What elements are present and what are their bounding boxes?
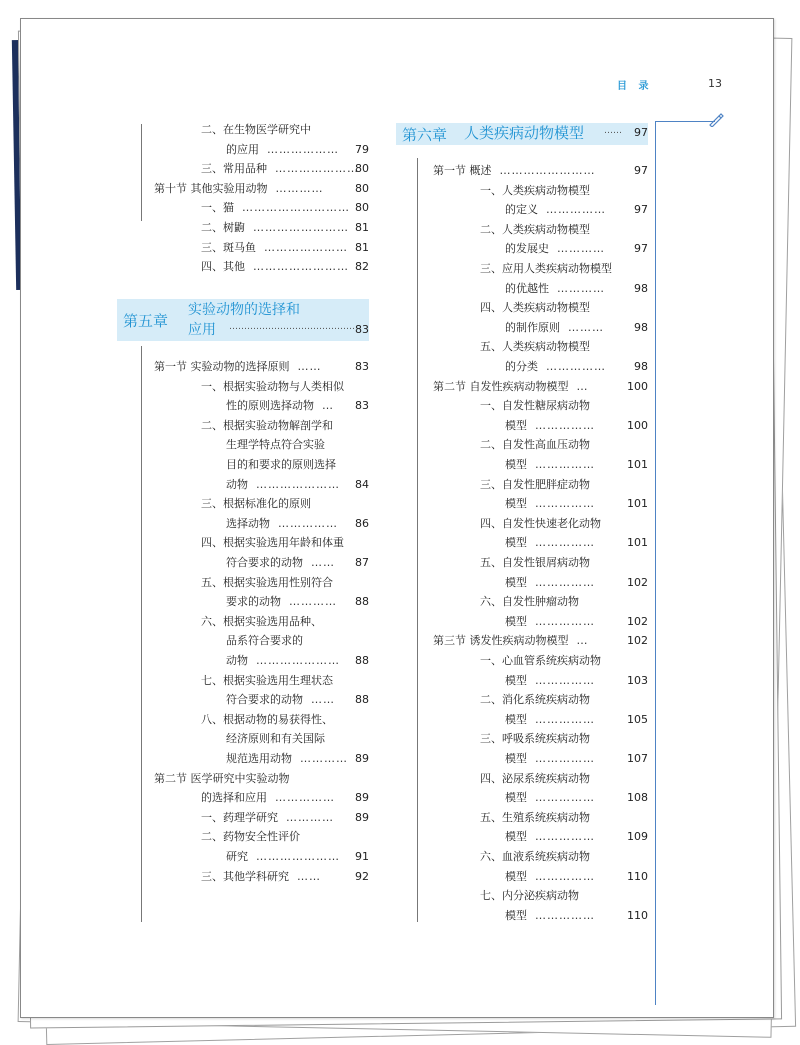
toc-entry-text: 五、根据实验选用性别符合: [201, 575, 333, 589]
toc-entry-text: 二、根据实验动物解剖学和: [201, 418, 333, 432]
leader-dots: ……: [311, 693, 335, 707]
toc-entry: [505, 788, 648, 807]
toc-entry-text: 二、自发性高血压动物: [480, 438, 590, 452]
leader-dots: ……………………: [499, 164, 596, 177]
toc-entry-page: 87: [355, 556, 369, 569]
toc-entry-text: 第二节 医学研究中实验动物: [154, 771, 290, 785]
toc-entry-text: 四、泌尿系统疾病动物: [480, 771, 590, 785]
toc-entry-text: 经济原则和有关国际: [226, 732, 325, 746]
toc-entry: [505, 494, 648, 513]
toc-entry-text: 模型: [505, 752, 527, 765]
toc-entry: [226, 455, 369, 474]
toc-entry-text: 一、人类疾病动物模型: [480, 183, 590, 197]
toc-entry-text: 二、药物安全性评价: [201, 830, 300, 844]
toc-entry: [480, 553, 648, 572]
leader-dots: …: [576, 379, 589, 393]
toc-entry-page: 80: [355, 201, 369, 215]
leader-dots: …………: [289, 595, 337, 609]
toc-entry-text: 五、生殖系统疾病动物: [480, 810, 590, 824]
pen-icon: [708, 113, 724, 127]
running-header-label: 目 录: [617, 81, 653, 92]
chapter-page: 97: [634, 126, 648, 139]
toc-entry-page: 110: [627, 908, 648, 922]
toc-entry: [480, 298, 648, 317]
toc-entry-page: 108: [627, 791, 648, 805]
leader-dots: ………………………: [242, 201, 350, 215]
toc-entry: [226, 396, 369, 415]
leader-dots: ……: [604, 126, 622, 136]
toc-entry-page: 97: [634, 164, 648, 177]
toc-entry-text: 模型: [505, 791, 527, 805]
page-sheet: [20, 18, 774, 1018]
toc-entry: [505, 416, 648, 435]
toc-entry-page: 92: [355, 869, 369, 883]
toc-entry-text: 第一节 概述: [433, 164, 492, 177]
toc-entry-text: 的优越性: [505, 281, 549, 295]
margin-rule-top: [655, 121, 715, 122]
leader-dots: ……………: [535, 458, 595, 471]
toc-entry-text: 二、消化系统疾病动物: [480, 693, 590, 707]
toc-entry-text: 模型: [505, 497, 527, 511]
toc-entry: [480, 259, 648, 278]
page-number: 13: [708, 77, 722, 90]
toc-entry-page: 89: [355, 791, 369, 805]
toc-entry-page: 88: [355, 654, 369, 667]
toc-entry-text: 三、斑马鱼: [201, 240, 256, 254]
leader-dots: ……………: [535, 614, 595, 628]
toc-entry-page: 82: [355, 260, 369, 274]
toc-entry: [201, 671, 369, 690]
leader-dots: ……………: [535, 575, 595, 589]
toc-entry: [433, 631, 648, 650]
toc-entry: [201, 710, 369, 729]
leader-dots: ……………: [535, 418, 595, 432]
toc-entry: [505, 827, 648, 846]
toc-entry-text: 五、自发性银屑病动物: [480, 556, 590, 569]
toc-entry: [226, 847, 369, 866]
toc-entry: [505, 318, 648, 337]
leader-dots: …………: [557, 242, 605, 256]
toc-entry: [505, 357, 648, 376]
toc-entry-text: 一、猫: [201, 201, 234, 215]
toc-entry-text: 模型: [505, 614, 527, 628]
toc-entry-page: 100: [627, 379, 648, 393]
leader-dots: …………………: [256, 654, 340, 667]
toc-entry-text: 目的和要求的原则选择: [226, 458, 336, 471]
toc-entry: [201, 238, 369, 257]
toc-entry: [226, 631, 369, 650]
toc-entry-text: 模型: [505, 908, 527, 922]
leader-dots: …………………: [264, 240, 348, 254]
leader-dots: …………: [286, 810, 334, 824]
toc-entry-page: 80: [355, 181, 369, 195]
toc-entry: [505, 749, 648, 768]
toc-entry-text: 第十节 其他实验用动物: [154, 181, 268, 195]
toc-entry: [201, 788, 369, 807]
toc-entry: [480, 592, 648, 611]
toc-entry-text: 四、自发性快速老化动物: [480, 516, 601, 530]
toc-entry-text: 的选择和应用: [201, 791, 267, 805]
chapter-title: 实验动物的选择和: [188, 302, 300, 318]
toc-entry-text: 的分类: [505, 360, 538, 373]
toc-entry: [201, 867, 369, 886]
leader-dots: ……………: [535, 673, 595, 687]
toc-entry-page: 101: [627, 497, 648, 511]
toc-entry: [505, 279, 648, 298]
toc-entry-text: 四、其他: [201, 260, 245, 274]
toc-entry-text: 三、常用品种: [201, 162, 267, 176]
toc-entry-text: 第二节 自发性疾病动物模型: [433, 379, 569, 393]
toc-entry-page: 97: [634, 203, 648, 217]
leader-dots: …………………: [256, 477, 340, 491]
leader-dots: …: [322, 399, 334, 413]
chapter-title: 人类疾病动物模型: [464, 124, 585, 142]
toc-entry: [480, 220, 648, 239]
leader-dots: …………………: [275, 162, 359, 176]
toc-entry-text: 选择动物: [226, 516, 270, 530]
toc-entry-page: 109: [627, 830, 648, 844]
toc-entry: [201, 159, 369, 178]
toc-entry-page: 98: [634, 281, 648, 295]
leader-dots: ……: [311, 556, 335, 569]
toc-entry-page: 88: [355, 595, 369, 609]
leader-dots: …………: [275, 181, 324, 195]
toc-entry-text: 动物: [226, 477, 248, 491]
toc-entry-page: 100: [627, 418, 648, 432]
toc-entry: [154, 357, 369, 376]
chapter-page: 83: [355, 323, 369, 336]
toc-entry: [201, 612, 369, 631]
chapter-heading-5: [117, 299, 369, 341]
toc-entry-page: 91: [355, 850, 369, 863]
leader-dots: ……………: [535, 869, 595, 883]
toc-entry: [201, 494, 369, 513]
toc-entry: [505, 533, 648, 552]
toc-entry-text: 三、呼吸系统疾病动物: [480, 732, 590, 746]
toc-entry: [226, 435, 369, 454]
leader-dots: ……………: [546, 203, 606, 217]
toc-entry: [201, 257, 369, 276]
toc-entry-text: 七、内分泌疾病动物: [480, 889, 579, 903]
toc-entry: [226, 690, 369, 709]
toc-entry-text: 六、血液系统疾病动物: [480, 850, 590, 863]
toc-entry-text: 模型: [505, 673, 527, 687]
toc-entry: [505, 906, 648, 925]
toc-entry: [480, 514, 648, 533]
toc-entry-text: 性的原则选择动物: [226, 399, 314, 413]
toc-entry: [505, 710, 648, 729]
toc-entry-text: 一、药理学研究: [201, 810, 278, 824]
leader-dots: ……………: [535, 712, 595, 726]
chapter-number: 第五章: [123, 312, 169, 330]
toc-entry-text: 七、根据实验选用生理状态: [201, 673, 333, 687]
toc-entry: [505, 671, 648, 690]
toc-entry-text: 一、自发性糖尿病动物: [480, 399, 590, 413]
toc-entry-text: 的应用: [226, 142, 259, 156]
toc-entry: [480, 690, 648, 709]
toc-entry: [201, 573, 369, 592]
toc-entry-text: 模型: [505, 536, 527, 550]
toc-entry-text: 的发展史: [505, 242, 549, 256]
chapter-heading-6: [396, 123, 648, 145]
toc-entry: [480, 847, 648, 866]
toc-entry-page: 86: [355, 516, 369, 530]
toc-entry: [505, 239, 648, 258]
toc-entry-text: 符合要求的动物: [226, 693, 303, 707]
toc-entry: [226, 514, 369, 533]
toc-entry-page: 79: [355, 142, 369, 156]
chapter-title-cont: 应用: [188, 322, 216, 338]
toc-entry: [480, 396, 648, 415]
toc-entry-text: 模型: [505, 418, 527, 432]
leader-dots: ……………………………………: [229, 322, 355, 332]
toc-entry-page: 101: [627, 458, 648, 471]
toc-entry: [480, 651, 648, 670]
leader-dots: ……: [297, 869, 321, 883]
toc-entry-text: 三、应用人类疾病动物模型: [480, 262, 612, 275]
left-column-rule: [141, 346, 142, 922]
toc-entry-page: 83: [355, 399, 369, 413]
toc-entry: [154, 179, 369, 198]
toc-entry-page: 98: [634, 360, 648, 373]
toc-entry-text: 三、其他学科研究: [201, 869, 289, 883]
toc-entry-text: 第三节 诱发性疾病动物模型: [433, 634, 569, 648]
toc-entry: [505, 200, 648, 219]
toc-entry: [154, 769, 369, 788]
toc-entry: [226, 140, 369, 159]
toc-entry: [505, 867, 648, 886]
toc-entry-text: 六、根据实验选用品种、: [201, 614, 322, 628]
toc-entry-page: 102: [627, 575, 648, 589]
toc-entry-page: 80: [355, 162, 369, 176]
leader-dots: …: [576, 634, 589, 648]
toc-entry-text: 三、根据标准化的原则: [201, 497, 311, 511]
toc-entry-page: 89: [355, 752, 369, 765]
toc-entry: [480, 808, 648, 827]
right-column-rule: [417, 158, 418, 922]
toc-entry-page: 103: [627, 673, 648, 687]
toc-entry-text: 一、根据实验动物与人类相似: [201, 379, 344, 393]
toc-entry: [480, 729, 648, 748]
toc-entry-text: 二、人类疾病动物模型: [480, 222, 590, 236]
toc-entry-page: 98: [634, 320, 648, 334]
toc-entry: [201, 808, 369, 827]
toc-entry: [480, 475, 648, 494]
toc-entry-text: 模型: [505, 458, 527, 471]
toc-entry-text: 八、根据动物的易获得性、: [201, 712, 333, 726]
toc-entry: [226, 651, 369, 670]
toc-entry-text: 品系符合要求的: [226, 634, 303, 648]
leader-dots: ……: [297, 360, 322, 373]
leader-dots: ………: [568, 320, 604, 334]
toc-entry-page: 83: [355, 360, 369, 373]
toc-entry-text: 符合要求的动物: [226, 556, 303, 569]
toc-entry-page: 102: [627, 634, 648, 648]
left-column-rule-top: [141, 124, 142, 221]
toc-entry-text: 四、根据实验选用年龄和体重: [201, 536, 344, 550]
toc-entry: [505, 455, 648, 474]
toc-entry: [480, 337, 648, 356]
toc-entry: [226, 592, 369, 611]
leader-dots: ………………: [267, 142, 339, 156]
toc-entry-text: 一、心血管系统疾病动物: [480, 654, 601, 667]
toc-entry: [201, 533, 369, 552]
toc-entry-text: 要求的动物: [226, 595, 281, 609]
leader-dots: ……………: [535, 536, 595, 550]
leader-dots: ……………………: [253, 260, 349, 274]
leader-dots: …………: [557, 281, 605, 295]
toc-entry-page: 88: [355, 693, 369, 707]
leader-dots: ……………: [275, 791, 335, 805]
toc-entry-page: 84: [355, 477, 369, 491]
toc-entry-page: 110: [627, 869, 648, 883]
toc-entry-text: 的制作原则: [505, 320, 560, 334]
chapter-number: 第六章: [402, 126, 448, 144]
leader-dots: ……………: [546, 360, 606, 373]
leader-dots: ……………………: [253, 221, 349, 234]
toc-entry-text: 生理学特点符合实验: [226, 438, 325, 452]
toc-entry: [480, 886, 648, 905]
leader-dots: ……………: [535, 791, 595, 805]
toc-entry: [226, 553, 369, 572]
toc-entry-text: 规范选用动物: [226, 752, 292, 765]
toc-entry-page: 101: [627, 536, 648, 550]
toc-entry: [433, 161, 648, 180]
toc-entry-page: 89: [355, 810, 369, 824]
toc-entry: [505, 573, 648, 592]
toc-entry-text: 模型: [505, 830, 527, 844]
toc-entry: [226, 475, 369, 494]
toc-entry: [480, 769, 648, 788]
toc-entry-page: 81: [355, 221, 369, 234]
toc-entry: [480, 435, 648, 454]
toc-entry-text: 模型: [505, 869, 527, 883]
toc-entry-text: 四、人类疾病动物模型: [480, 301, 590, 315]
toc-entry-text: 六、自发性肿瘤动物: [480, 595, 579, 609]
toc-entry: [201, 827, 369, 846]
toc-entry: [480, 181, 648, 200]
toc-entry: [201, 120, 369, 139]
leader-dots: ……………: [535, 752, 595, 765]
toc-entry: [201, 377, 369, 396]
toc-entry-text: 模型: [505, 712, 527, 726]
toc-entry-page: 97: [634, 242, 648, 256]
toc-entry: [201, 218, 369, 237]
toc-entry-text: 动物: [226, 654, 248, 667]
toc-entry-page: 107: [627, 752, 648, 765]
toc-entry-page: 81: [355, 240, 369, 254]
toc-entry: [226, 749, 369, 768]
leader-dots: ……………: [278, 516, 338, 530]
toc-entry-text: 研究: [226, 850, 248, 863]
toc-entry-page: 102: [627, 614, 648, 628]
leader-dots: ……………: [535, 497, 595, 511]
leader-dots: …………: [300, 752, 348, 765]
leader-dots: ……………: [535, 908, 595, 922]
toc-entry-text: 模型: [505, 575, 527, 589]
toc-entry-text: 三、自发性肥胖症动物: [480, 477, 590, 491]
toc-entry: [226, 729, 369, 748]
toc-entry: [201, 198, 369, 217]
toc-entry-page: 105: [627, 712, 648, 726]
toc-entry-text: 第一节 实验动物的选择原则: [154, 360, 290, 373]
toc-entry: [433, 377, 648, 396]
margin-rule: [655, 121, 656, 1005]
toc-entry-text: 的定义: [505, 203, 538, 217]
toc-entry-text: 五、人类疾病动物模型: [480, 340, 590, 354]
leader-dots: ……………: [535, 830, 595, 844]
toc-entry-text: 二、在生物医学研究中: [201, 123, 311, 136]
toc-entry: [505, 612, 648, 631]
toc-entry-text: 二、树鼩: [201, 221, 245, 234]
toc-entry: [201, 416, 369, 435]
leader-dots: …………………: [256, 850, 340, 863]
